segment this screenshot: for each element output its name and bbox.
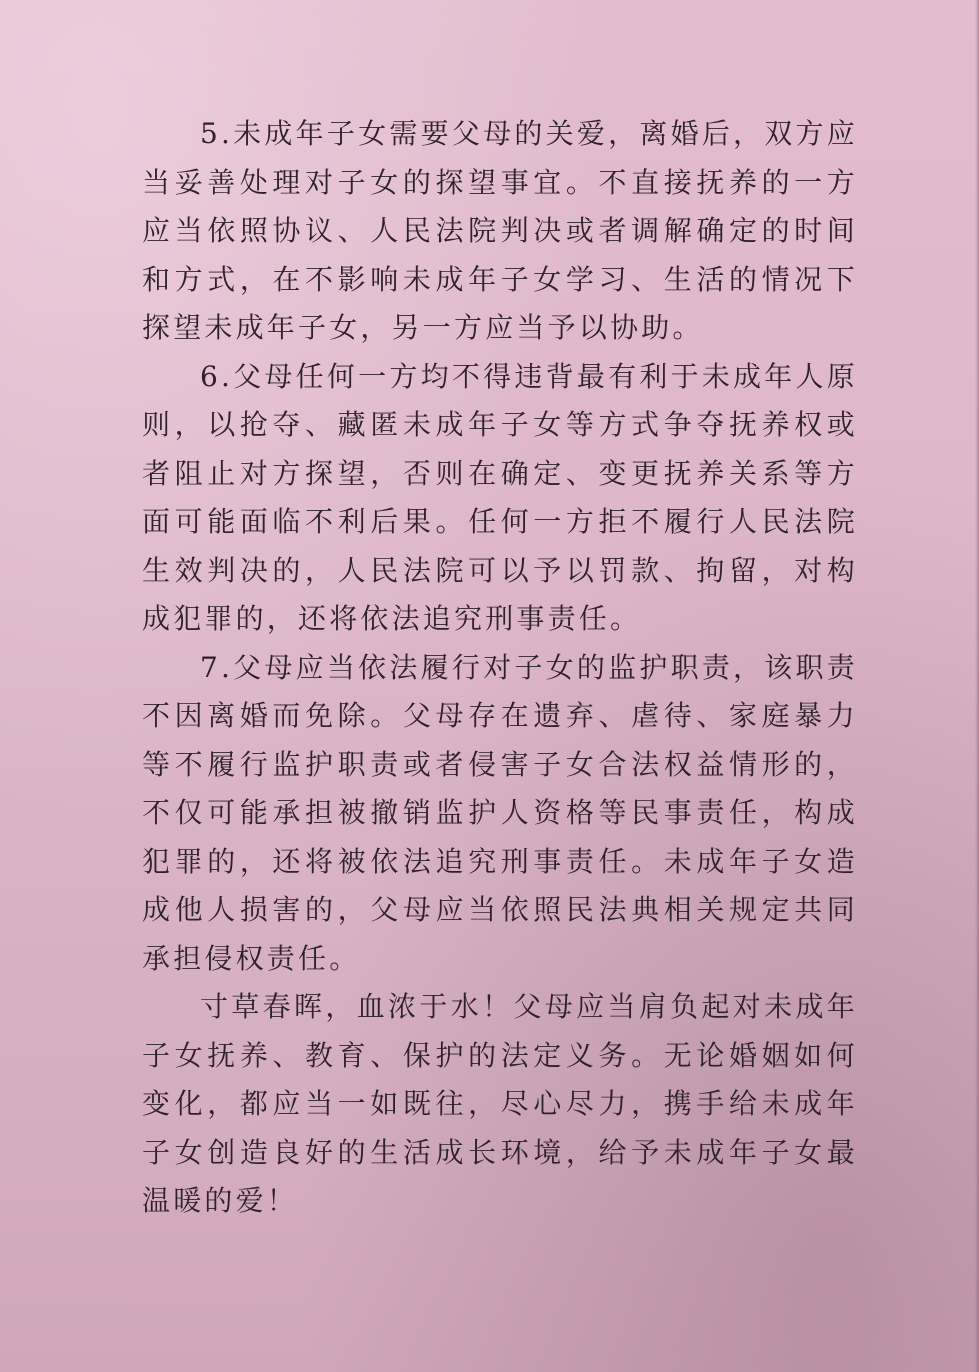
- document-body: [142, 110, 858, 1226]
- paragraph-5: 5.未成年子女需要父母的关爱，离婚后，双方应当妥善处理对子女的探望事宜。不直接抚养的一方应当依照协议、人民法院判决或者调解确定的时间和方式，在不影响未成年子女学习、生活的情况下探望未成年子女，另一方应当予以协助。: [142, 117, 858, 344]
- page-edge-shadow: [975, 0, 979, 1372]
- closing-paragraph: 寸草春晖，血浓于水！父母应当肩负起对未成年子女抚养、教育、保护的法定义务。无论婚姻如何变化，都应当一如既往，尽心尽力，携手给未成年子女创造良好的生活成长环境，给予未成年子女最温暖的爱！: [142, 990, 858, 1217]
- paragraph-6: 6.父母任何一方均不得违背最有利于未成年人原则，以抢夺、藏匿未成年子女等方式争夺抚养权或者阻止对方探望，否则在确定、变更抚养关系等方面可能面临不利后果。任何一方拒不履行人民法院生效判决的，人民法院可以予以罚款、拘留，对构成犯罪的，还将依法追究刑事责任。: [142, 359, 858, 635]
- paragraph-7: 7.父母应当依法履行对子女的监护职责，该职责不因离婚而免除。父母存在遗弃、虐待、家庭暴力等不履行监护职责或者侵害子女合法权益情形的，不仅可能承担被撤销监护人资格等民事责任，构成犯罪的，还将被依法追究刑事责任。未成年子女造成他人损害的，父母应当依照民法典相关规定共同承担侵权责任。: [142, 650, 858, 975]
